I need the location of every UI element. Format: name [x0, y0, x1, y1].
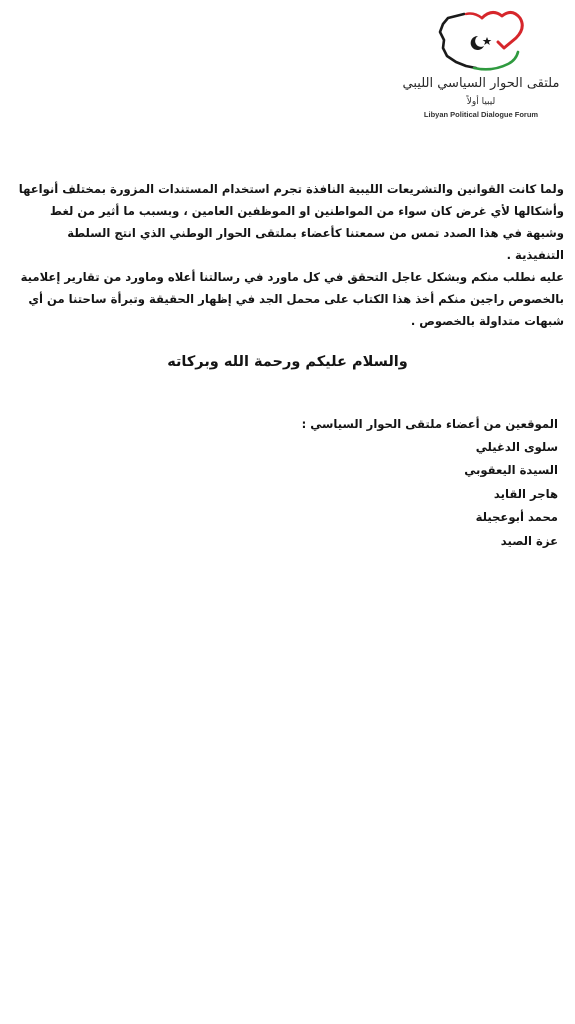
closing-greeting: والسلام عليكم ورحمة الله وبركاته — [167, 354, 408, 370]
signer-name: محمد أبوعجيلة — [475, 510, 558, 525]
signers-heading: الموقعين من أعضاء ملتقى الحوار السياسي : — [301, 417, 558, 431]
signer-name: هاجر القايد — [493, 486, 558, 501]
signer-name: عزة الصيد — [500, 533, 558, 548]
forum-logo — [401, 4, 561, 122]
signer-name: السيدة اليعقوبي — [464, 463, 558, 478]
logo-title: ملتقى الحوار السياسي الليبي — [402, 76, 560, 91]
libya-map-heart-icon — [426, 6, 536, 76]
signer-name: سلوى الدغيلي — [475, 440, 558, 454]
paragraph-1: ولما كانت القوانين والتشريعات الليبية النافذة تجرم استخدام المستندات المزورة بمختلف أنواعها وأشكالها لأي غرض كان سواء من المواطنين او الموظفين العامين ، وبسبب ما أثير من لغط وشبهة في هذا الصدد تمس من سمعتنا كأعضاء بملتقى الحوار الوطني الذي انتج السلطة التنفيذية . — [18, 182, 564, 262]
logo-slogan: ليبيا أولاً — [466, 97, 496, 107]
paragraph-2: عليه نطلب منكم وبشكل عاجل التحقق في كل ماورد في رسالتنا أعلاه وماورد من تقارير إعلامية بالخصوص راجين منكم أخذ هذا الكتاب على محمل الجد في إظهار الحقيقة وتبرأة ساحتنا من أي شبهات متداولة بالخصوص . — [20, 270, 564, 328]
signers-list — [158, 412, 558, 553]
logo-english-name: Libyan Political Dialogue Forum — [423, 110, 539, 119]
